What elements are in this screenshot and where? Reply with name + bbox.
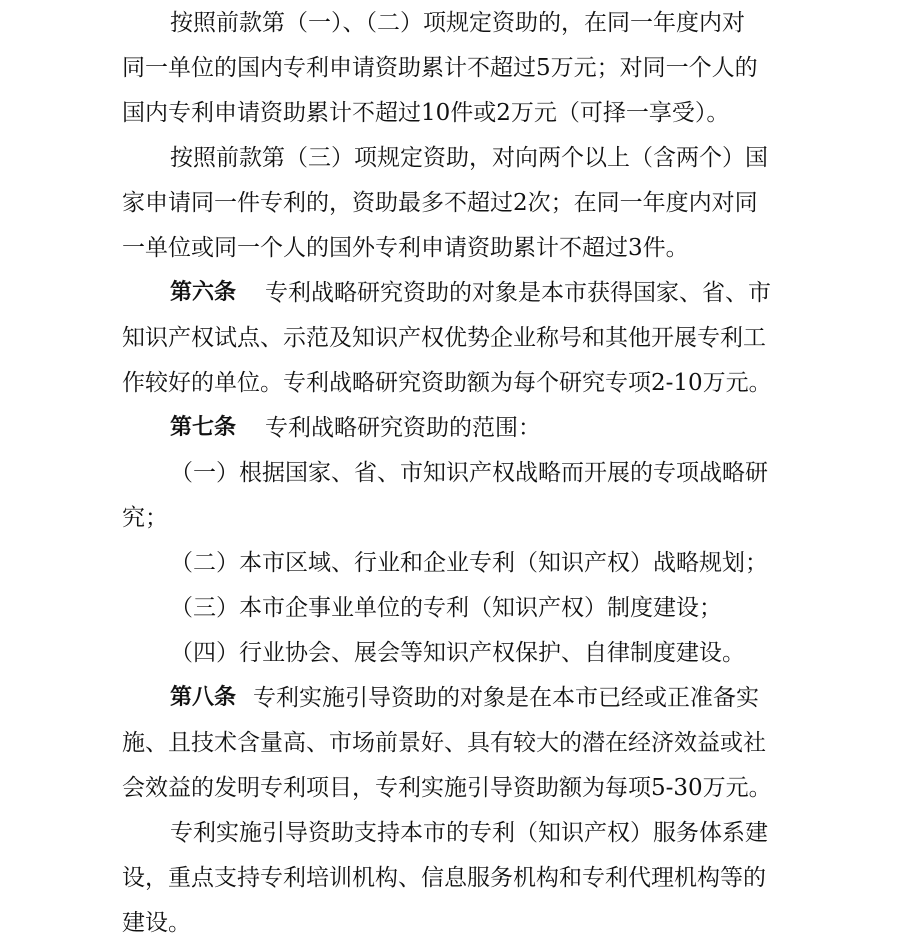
text-line [0, 270, 900, 316]
article-heading: 第八条 [170, 685, 237, 710]
paragraph-text: （四）行业协会、展会等知识产权保护、自律制度建设。 [170, 640, 745, 666]
text-line [0, 900, 900, 946]
paragraph-text: 设，重点支持专利培训机构、信息服务机构和专利代理机构等的 [122, 865, 766, 891]
paragraph-text: 专利战略研究资助的对象是本市获得国家、省、市 [265, 280, 771, 306]
paragraph-text: 建设。 [122, 910, 191, 936]
text-line [0, 405, 900, 451]
text-line [0, 180, 900, 226]
text-line [0, 45, 900, 91]
paragraph-text: 施、且技术含量高、市场前景好、具有较大的潜在经济效益或社 [122, 730, 766, 756]
text-line [0, 135, 900, 181]
paragraph-text: 知识产权试点、示范及知识产权优势企业称号和其他开展专利工 [122, 325, 766, 351]
text-line [0, 0, 900, 46]
paragraph-text: 按照前款第（一）、（二）项规定资助的，在同一年度内对 [170, 10, 745, 36]
paragraph-text: 专利实施引导资助支持本市的专利（知识产权）服务体系建 [170, 820, 768, 846]
paragraph-text: 专利战略研究资助的范围： [265, 415, 541, 441]
paragraph-text: 一单位或同一个人的国外专利申请资助累计不超过3件。 [122, 235, 689, 261]
text-line [0, 810, 900, 856]
paragraph-text: 按照前款第（三）项规定资助，对向两个以上（含两个）国 [170, 145, 768, 171]
text-line [0, 585, 900, 631]
text-line [0, 540, 900, 586]
paragraph-text: 作较好的单位。专利战略研究资助额为每个研究专项2-10万元。 [122, 370, 772, 396]
text-line [0, 855, 900, 901]
text-line [0, 630, 900, 676]
paragraph-text: 究； [122, 505, 168, 531]
paragraph-text: 专利实施引导资助的对象是在本市已经或正准备实 [253, 685, 759, 711]
text-line [0, 765, 900, 811]
text-line [0, 225, 900, 271]
article-heading: 第六条 [170, 280, 237, 305]
paragraph-text: （一）根据国家、省、市知识产权战略而开展的专项战略研 [170, 460, 768, 486]
article-heading: 第七条 [170, 415, 237, 440]
text-line [0, 675, 900, 721]
paragraph-text: 会效益的发明专利项目，专利实施引导资助额为每项5-30万元。 [122, 775, 772, 801]
paragraph-text: （二）本市区域、行业和企业专利（知识产权）战略规划； [170, 550, 768, 576]
text-line [0, 720, 900, 766]
paragraph-text: 家申请同一件专利的，资助最多不超过2次；在同一年度内对同 [122, 190, 758, 216]
paragraph-text: （三）本市企事业单位的专利（知识产权）制度建设； [170, 595, 722, 621]
paragraph-text: 国内专利申请资助累计不超过10件或2万元（可择一享受）。 [122, 100, 730, 126]
text-line [0, 495, 900, 541]
text-line [0, 90, 900, 136]
paragraph-text: 同一单位的国内专利申请资助累计不超过5万元；对同一个人的 [122, 55, 758, 81]
text-line [0, 360, 900, 406]
text-line [0, 315, 900, 361]
text-line [0, 450, 900, 496]
